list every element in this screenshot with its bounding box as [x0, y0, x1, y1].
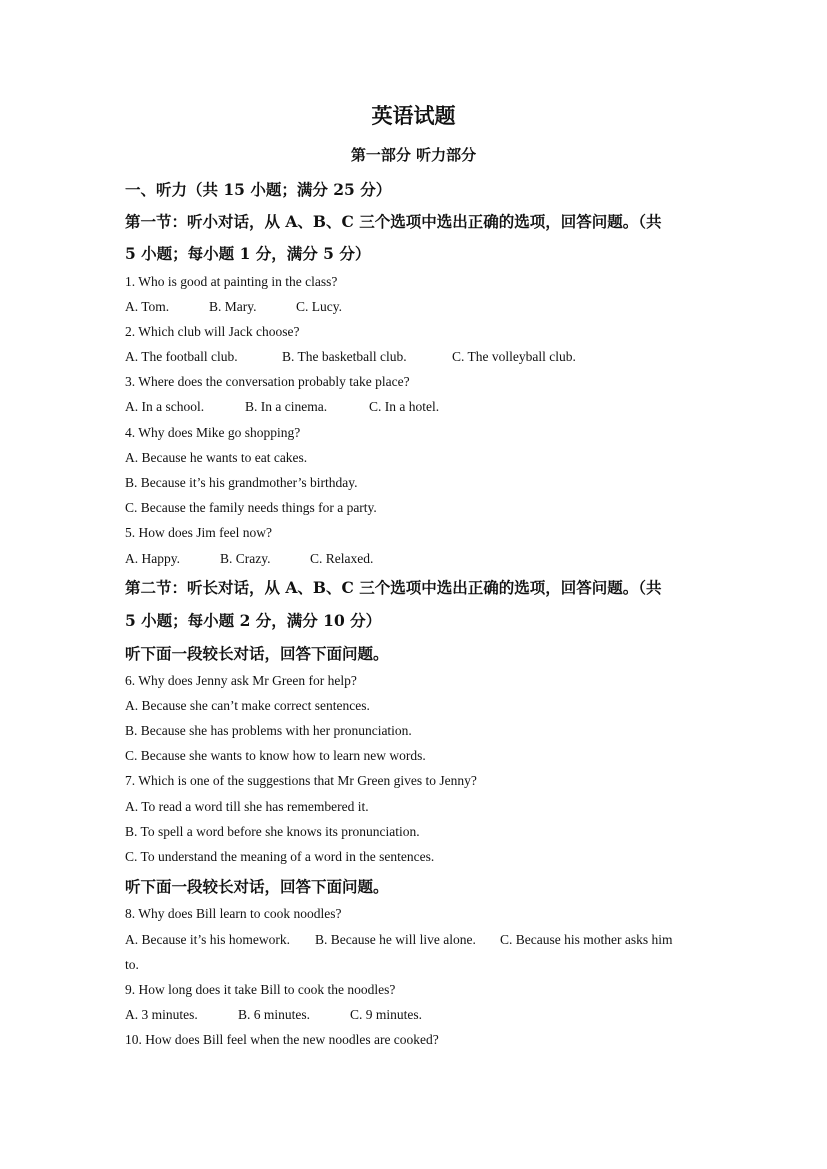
section1-heading-line2: 5 小题；每小题 1 分，满分 5 分） [125, 244, 371, 263]
option-4b: B. Because it’s his grandmother’s birthday. [125, 475, 358, 490]
options-8 [125, 932, 705, 948]
part1-heading: 一、听力（共 15 小题；满分 25 分） [125, 180, 392, 199]
options-2 [125, 349, 705, 365]
option-5b: B. Crazy. [220, 551, 271, 566]
option-5a: A. Happy. [125, 551, 180, 566]
question-1: 1. Who is good at painting in the class? [125, 274, 338, 289]
option-2b: B. The basketball club. [282, 349, 407, 364]
section1-heading-line1: 第一节：听小对话，从 A、B、C 三个选项中选出正确的选项，回答问题。（共 [125, 212, 662, 231]
option-6a: A. Because she can’t make correct sentences. [125, 698, 370, 713]
question-7: 7. Which is one of the suggestions that Mr Green gives to Jenny? [125, 773, 477, 788]
option-9a: A. 3 minutes. [125, 1007, 198, 1022]
option-2a: A. The football club. [125, 349, 238, 364]
options-5 [125, 551, 705, 567]
question-8: 8. Why does Bill learn to cook noodles? [125, 906, 342, 921]
question-3: 3. Where does the conversation probably take place? [125, 374, 410, 389]
option-7c: C. To understand the meaning of a word in the sentences. [125, 849, 435, 864]
options-3 [125, 399, 705, 415]
option-4c: C. Because the family needs things for a party. [125, 500, 377, 515]
option-7a: A. To read a word till she has remembered it. [125, 799, 369, 814]
option-3b: B. In a cinema. [245, 399, 328, 414]
option-2c: C. The volleyball club. [452, 349, 576, 364]
option-3c: C. In a hotel. [369, 399, 440, 414]
question-5: 5. How does Jim feel now? [125, 525, 272, 540]
option-1a: A. Tom. [125, 299, 170, 314]
option-5c: C. Relaxed. [310, 551, 374, 566]
option-3a: A. In a school. [125, 399, 205, 414]
page-title: 英语试题 [371, 103, 456, 128]
instruction-long-dialogue-1: 听下面一段较长对话，回答下面问题。 [125, 644, 389, 663]
section2-heading-line1: 第二节：听长对话，从 A、B、C 三个选项中选出正确的选项，回答问题。（共 [125, 578, 662, 597]
option-8a: A. Because it’s his homework. [125, 932, 290, 947]
option-8c: C. Because his mother asks him [500, 932, 673, 947]
option-4a: A. Because he wants to eat cakes. [125, 450, 308, 465]
option-6c: C. Because she wants to know how to learn new words. [125, 748, 426, 763]
question-9: 9. How long does it take Bill to cook the noodles? [125, 982, 396, 997]
option-7b: B. To spell a word before she knows its pronunciation. [125, 824, 420, 839]
question-2: 2. Which club will Jack choose? [125, 324, 300, 339]
options-9 [125, 1007, 705, 1023]
question-6: 6. Why does Jenny ask Mr Green for help? [125, 673, 357, 688]
instruction-long-dialogue-2: 听下面一段较长对话，回答下面问题。 [125, 877, 389, 896]
options-1 [125, 299, 705, 315]
question-4: 4. Why does Mike go shopping? [125, 425, 301, 440]
option-8c-continued: to. [125, 957, 139, 972]
section2-heading-line2: 5 小题；每小题 2 分，满分 10 分） [125, 611, 382, 630]
question-10: 10. How does Bill feel when the new noodles are cooked? [125, 1032, 439, 1047]
option-8b: B. Because he will live alone. [315, 932, 476, 947]
option-9c: C. 9 minutes. [350, 1007, 423, 1022]
option-9b: B. 6 minutes. [238, 1007, 311, 1022]
part-subtitle: 第一部分 听力部分 [350, 146, 477, 164]
option-1c: C. Lucy. [296, 299, 342, 314]
option-6b: B. Because she has problems with her pronunciation. [125, 723, 412, 738]
option-1b: B. Mary. [209, 299, 257, 314]
